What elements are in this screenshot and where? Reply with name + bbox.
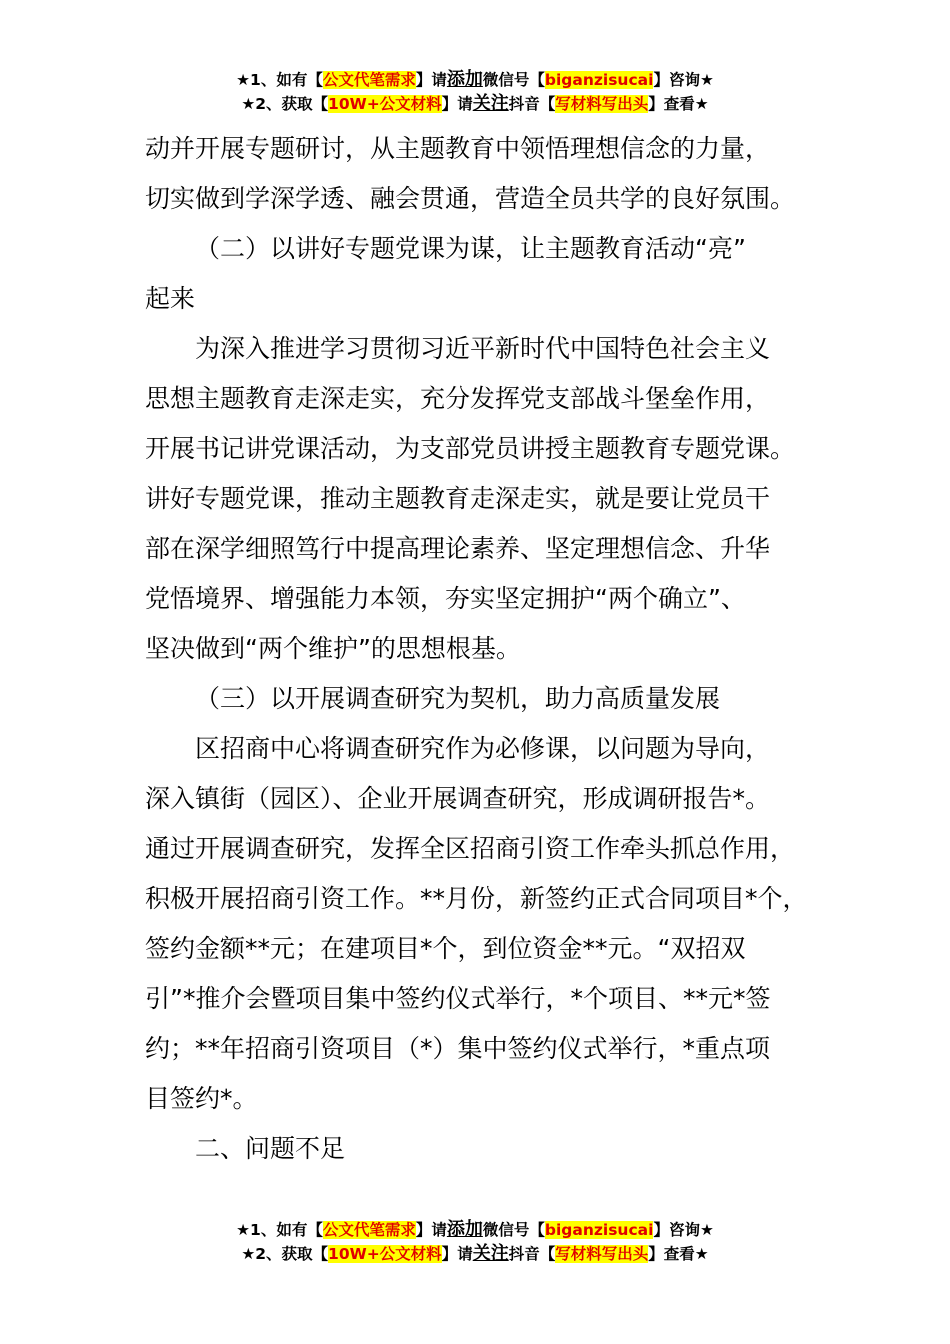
- banner-text: ★2、获取【: [241, 95, 329, 113]
- banner-highlight: 写材料写出头: [555, 1245, 649, 1263]
- text-line: 深入镇街（园区）、企业开展调查研究，形成调研报告*。: [145, 784, 771, 813]
- banner-underline: 关注: [472, 1243, 509, 1264]
- text-line: 党悟境界、增强能力本领，夯实坚定拥护“两个确立”、: [145, 584, 746, 613]
- banner-text: 抖音【: [508, 1245, 556, 1263]
- banner-line-2: [0, 1242, 950, 1266]
- banner-line-1: [0, 1218, 950, 1242]
- banner-text: 】请: [441, 95, 473, 113]
- section-heading: 起来: [145, 284, 196, 313]
- banner-highlight: 写材料写出头: [555, 95, 649, 113]
- banner-text: 】请: [415, 1221, 447, 1239]
- banner-line-1: [0, 68, 950, 92]
- banner-highlight: 公文代笔需求: [322, 1221, 416, 1239]
- banner-text: ★1、如有【: [236, 1221, 323, 1239]
- text-line: 通过开展调查研究，发挥全区招商引资工作牵头抓总作用，: [145, 834, 796, 863]
- text-line: 动并开展专题研讨，从主题教育中领悟理想信念的力量，: [145, 134, 771, 163]
- banner-text: ★1、如有【: [236, 71, 323, 89]
- text-line: 积极开展招商引资工作。**月份，新签约正式合同项目*个，: [145, 884, 808, 913]
- banner-text: 】请: [415, 71, 447, 89]
- banner-highlight: biganzisucai: [544, 1221, 654, 1239]
- text-line: 开展书记讲党课活动，为支部党员讲授主题教育专题党课。: [145, 434, 796, 463]
- banner-text: 抖音【: [508, 95, 556, 113]
- text-line: 为深入推进学习贯彻习近平新时代中国特色社会主义: [195, 334, 771, 363]
- banner-highlight: 公文代笔需求: [322, 71, 416, 89]
- footer-banner: [0, 1218, 950, 1266]
- section-heading: （三）以开展调查研究为契机，助力高质量发展: [195, 684, 721, 713]
- text-line: 目签约*。: [145, 1084, 258, 1113]
- text-line: 签约金额**元；在建项目*个，到位资金**元。“双招双: [145, 934, 746, 963]
- banner-text: ★2、获取【: [241, 1245, 329, 1263]
- banner-text: 】查看★: [648, 1245, 709, 1263]
- banner-underline: 添加: [446, 1219, 483, 1240]
- header-banner: [0, 68, 950, 116]
- text-line: 区招商中心将调查研究作为必修课，以问题为导向，: [195, 734, 771, 763]
- banner-highlight: 10W+公文材料: [328, 1245, 442, 1263]
- banner-text: 】请: [441, 1245, 473, 1263]
- banner-underline: 添加: [446, 69, 483, 90]
- text-line: 思想主题教育走深走实，充分发挥党支部战斗堡垒作用，: [145, 384, 771, 413]
- section-heading: 二、问题不足: [195, 1134, 346, 1163]
- section-heading: （二）以讲好专题党课为谋，让主题教育活动“亮”: [195, 234, 746, 263]
- text-line: 约；**年招商引资项目（*）集中签约仪式举行，*重点项: [145, 1034, 771, 1063]
- text-line: 引”*推介会暨项目集中签约仪式举行，*个项目、**元*签: [145, 984, 771, 1013]
- banner-highlight: biganzisucai: [544, 71, 654, 89]
- text-line: 切实做到学深学透、融会贯通，营造全员共学的良好氛围。: [145, 184, 796, 213]
- banner-text: 微信号【: [482, 1221, 545, 1239]
- banner-text: 】查看★: [648, 95, 709, 113]
- text-line: 坚决做到“两个维护”的思想根基。: [145, 634, 521, 663]
- banner-highlight: 10W+公文材料: [328, 95, 442, 113]
- document-body: [145, 124, 825, 1174]
- banner-text: 】咨询★: [653, 71, 714, 89]
- banner-underline: 关注: [472, 93, 509, 114]
- text-line: 讲好专题党课，推动主题教育走深走实，就是要让党员干: [145, 484, 771, 513]
- text-line: 部在深学细照笃行中提高理论素养、坚定理想信念、升华: [145, 534, 771, 563]
- banner-line-2: [0, 92, 950, 116]
- banner-text: 】咨询★: [653, 1221, 714, 1239]
- banner-text: 微信号【: [482, 71, 545, 89]
